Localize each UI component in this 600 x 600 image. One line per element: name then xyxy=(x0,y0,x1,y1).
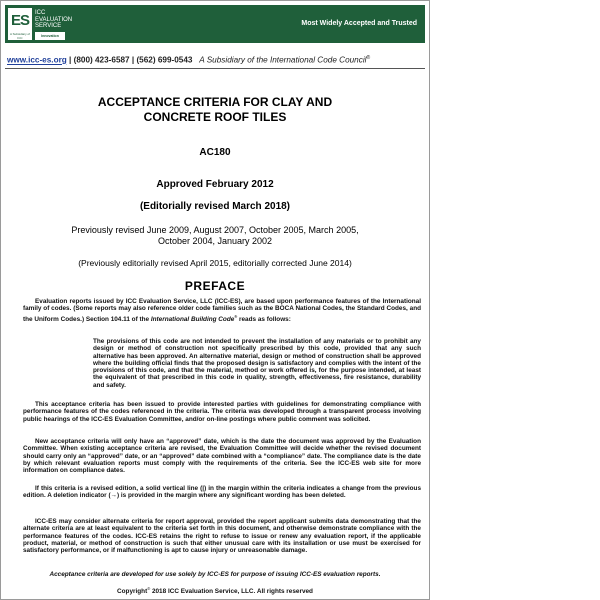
header-banner xyxy=(5,5,425,43)
paragraph-1-start: Evaluation reports issued by ICC Evaluation Service, LLC (ICC-ES), are based upon performance features of the International family of codes. (Some reports may also reference older code families such as the BOCA National Codes, the Standard Codes, and the Uniform Codes.) Section 104.11 of the xyxy=(23,298,421,323)
title-line-2: CONCRETE ROOF TILES xyxy=(143,110,287,124)
phone-2: (562) 699-0543 xyxy=(136,55,193,65)
header-divider xyxy=(5,68,425,69)
paragraph-1 xyxy=(23,298,421,323)
preface-heading: PREFACE xyxy=(184,279,246,293)
innovation-badge: Innovation xyxy=(35,32,65,40)
paragraph-1-end: reads as follows: xyxy=(237,315,291,323)
previous-revisions xyxy=(11,225,419,247)
ibc-registered-mark: ® xyxy=(234,313,238,319)
ibc-title: International Building Code xyxy=(150,315,235,323)
paragraph-2: This acceptance criteria has been issued to provide interested parties with guidelines for demonstrating compliance with performance features of the codes referenced in the criteria. The criteria was developed through a transparent process involving public hearings of the ICC-ES Evaluation Committee, and/or on-line postings where public comment was solicited. xyxy=(23,401,421,423)
document-code: AC180 xyxy=(199,147,231,158)
previous-editorial: (Previously editorially revised April 2015, editorially corrected June 2014) xyxy=(78,258,352,268)
paragraph-5: ICC-ES may consider alternate criteria for report approval, provided the report applicant submits data demonstrating that the alternate criteria are at least equivalent to the criteria set forth in this document, and otherwise demonstrate compliance with the performance features of the codes. ICC-ES retains the right to refuse to issue or renew any evaluation report, if the applicable product, material, or method of construction is such that either unusual care with its installation or use must be exercised for satisfactory performance, or if malfunctioning is apt to cause injury or unreasonable damage. xyxy=(23,518,421,555)
previous-revisions-line-1: Previously revised June 2009, August 2007, October 2005, March 2005, xyxy=(71,225,359,235)
contact-line xyxy=(7,55,425,65)
paragraph-3: New acceptance criteria will only have an “approved” date, which is the date the document was approved by the Evaluation Committee. When existing acceptance criteria are revised, the Evaluation Committee will decide whether the revised document should carry only an “approved” date, or an “approved” date combined with a “compliance” date. The compliance date is the date by which relevant evaluation reports must comply with the requirements of the criteria. See the ICC-ES web site for more information on compliance dates. xyxy=(23,438,421,475)
code-quote: The provisions of this code are not intended to prevent the installation of any materials or to prohibit any design or method of construction not specifically prescribed by this code, provided that any such alternative has been approved. An alternative material, design or method of construction shall be approved where the building official finds that the proposed design is satisfactory and complies with the intent of the provisions of this code, and that the material, method or work offered is, for the purpose intended, at least the equivalent of that prescribed in this code in quality, strength, effectiveness, fire resistance, durability and safety. xyxy=(93,338,421,389)
copyright-text: 2018 ICC Evaluation Service, LLC. All rights reserved xyxy=(150,588,313,596)
subsidiary-text: A Subsidiary of the International Code Council xyxy=(199,55,367,65)
approved-date: Approved February 2012 xyxy=(156,179,274,190)
header-tagline: Most Widely Accepted and Trusted xyxy=(301,20,417,27)
paragraph-4: If this criteria is a revised edition, a solid vertical line (|) in the margin within the criteria indicates a change from the previous edition. A deletion indicator (→) is provided in the margin where any significant wording has been deleted. xyxy=(23,485,421,500)
registered-mark: ® xyxy=(366,55,371,61)
title-line-1: ACCEPTANCE CRITERIA FOR CLAY AND xyxy=(97,95,333,109)
disclaimer: Acceptance criteria are developed for use solely by ICC-ES for purpose of issuing ICC-ES evaluation reports. xyxy=(49,571,381,578)
logo-subtitle: A Subsidiary of ICC xyxy=(9,32,30,40)
org-name: ICC EVALUATION SERVICE xyxy=(35,10,73,29)
logo-letters: ES xyxy=(10,12,29,29)
website-link[interactable]: www.icc-es.org xyxy=(7,55,67,65)
separator: | xyxy=(66,55,74,65)
phone-1: (800) 423-6587 xyxy=(73,55,130,65)
copyright-word: Copyright xyxy=(117,588,148,596)
copyright-notice xyxy=(11,586,419,595)
previous-revisions-line-2: October 2004, January 2002 xyxy=(157,236,273,246)
document-title xyxy=(11,95,419,125)
separator: | xyxy=(129,55,137,65)
editorial-revision: (Editorially revised March 2018) xyxy=(139,201,291,212)
copyright-symbol: © xyxy=(147,586,151,591)
